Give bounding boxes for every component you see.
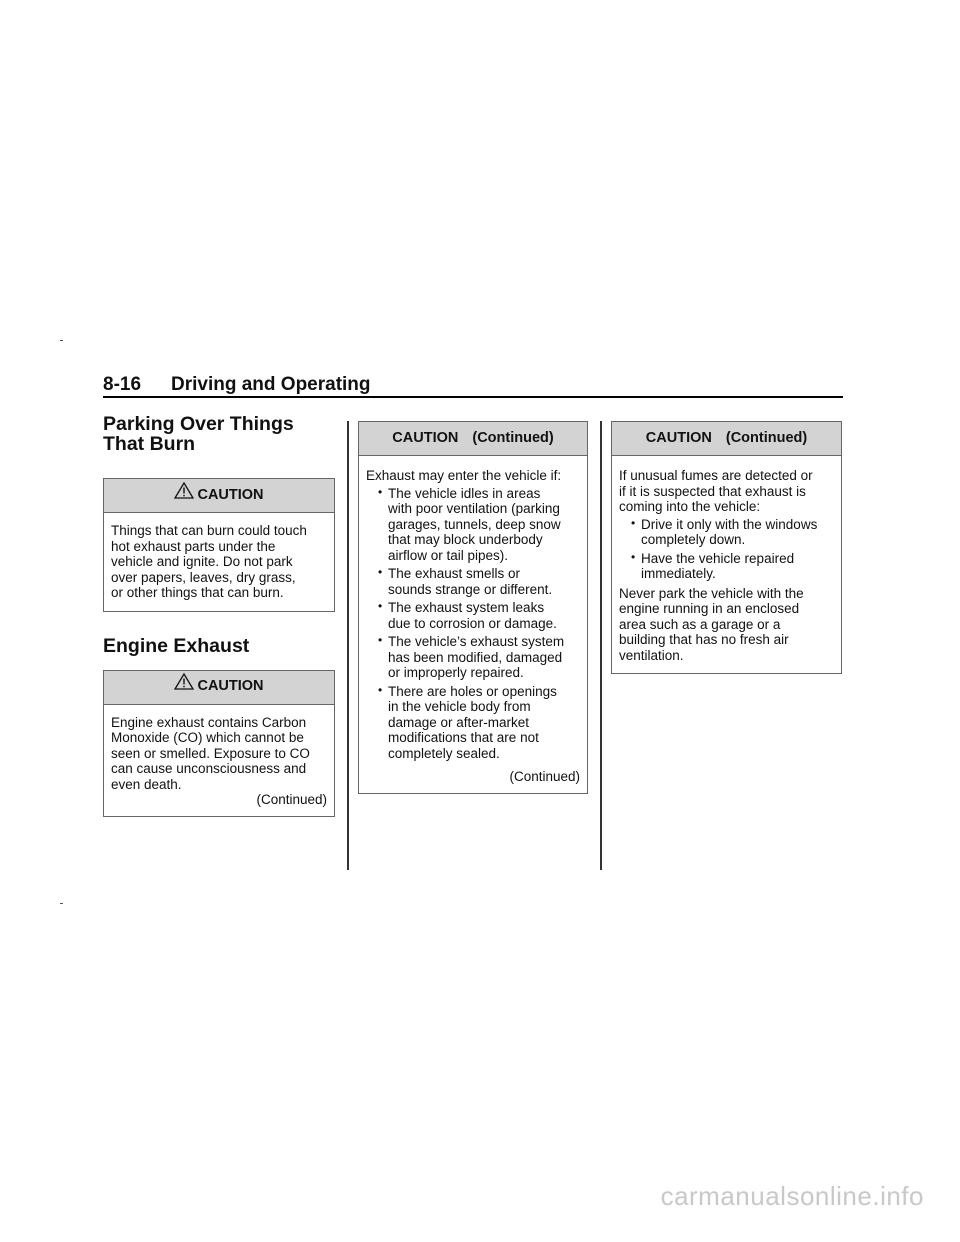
caution-label: CAUTION xyxy=(645,429,712,446)
list-item: • The exhaust smells or sounds strange or different. xyxy=(378,565,553,597)
section-title-line: That Burn xyxy=(103,433,196,455)
continued-label: (Continued) xyxy=(509,769,580,784)
section-title-exhaust: Engine Exhaust xyxy=(103,634,250,657)
bullet-icon: • xyxy=(378,484,383,499)
caution-continued-suffix: (Continued) xyxy=(472,429,554,446)
bullet-icon: • xyxy=(631,515,636,530)
caution-label: CAUTION xyxy=(197,486,264,503)
column-3 xyxy=(611,421,842,674)
caution-line: seen or smelled. Exposure to CO xyxy=(111,745,310,761)
warning-icon xyxy=(174,673,194,695)
page-number: 8-16 xyxy=(103,374,142,395)
column-1 xyxy=(103,414,335,817)
watermark: carmanualsonline.info xyxy=(660,1181,924,1211)
caution-bullet-list xyxy=(366,486,580,762)
crop-mark-bottom xyxy=(60,903,63,904)
crop-mark-top xyxy=(60,340,63,341)
caution-box-exhaust xyxy=(103,670,335,817)
column-2 xyxy=(358,421,588,794)
bullet-icon: • xyxy=(378,565,383,579)
caution-line: Engine exhaust contains Carbon xyxy=(111,714,307,730)
caution-line: hot exhaust parts under the xyxy=(111,538,276,554)
page-header xyxy=(103,374,843,398)
section-title-parking xyxy=(103,414,335,454)
bullet-icon: • xyxy=(378,682,383,697)
caution-line: Things that can burn could touch xyxy=(111,523,307,538)
warning-icon xyxy=(174,482,194,504)
caution-line: can cause unconsciousness and xyxy=(111,761,307,776)
list-item: • Have the vehicle repaired immediately. xyxy=(631,549,795,581)
caution-line: even death. xyxy=(111,776,182,792)
caution-body xyxy=(612,456,841,673)
list-item: • There are holes or openings in the vehicle body from damage or after-market modifications that are not completely sealed. xyxy=(378,682,557,761)
caution-continued-suffix: (Continued) xyxy=(725,429,808,446)
caution-label: CAUTION xyxy=(392,429,459,446)
caution-intro: If unusual fumes are detected or if it is suspected that exhaust is coming into the vehicle: xyxy=(619,468,813,514)
caution-intro: Exhaust may enter the vehicle if: xyxy=(366,468,562,483)
caution-body xyxy=(104,513,334,611)
caution-header xyxy=(104,479,334,513)
bullet-icon: • xyxy=(378,633,383,647)
caution-line: Monoxide (CO) which cannot be xyxy=(111,730,304,745)
list-item: • The exhaust system leaks due to corrosion or damage. xyxy=(378,599,557,631)
caution-line: or other things that can burn. xyxy=(111,585,284,600)
caution-body xyxy=(359,456,587,793)
bullet-icon: • xyxy=(631,549,636,564)
caution-bullet-list xyxy=(619,517,834,582)
caution-box-continued-2 xyxy=(611,421,842,674)
list-item: • The vehicle idles in areas with poor ventilation (parking garages, tunnels, deep snow that may block underbody airflow or tail pipes). xyxy=(378,484,561,563)
caution-box-parking xyxy=(103,478,335,612)
list-item: • Drive it only with the windows completely down. xyxy=(631,515,818,547)
continued-label: (Continued) xyxy=(256,792,327,807)
caution-line: over papers, leaves, dry grass, xyxy=(111,569,296,585)
caution-closing: Never park the vehicle with the engine running in an enclosed area such as a garage or a building that has no fresh air ventilation. xyxy=(619,585,804,663)
caution-body xyxy=(104,705,334,816)
list-item: • The vehicle’s exhaust system has been modified, damaged or improperly repaired. xyxy=(378,633,565,680)
caution-line: vehicle and ignite. Do not park xyxy=(111,554,293,569)
chapter-title: Driving and Operating xyxy=(171,374,371,395)
section-title-line: Parking Over Things xyxy=(103,413,294,435)
column-divider-1 xyxy=(347,421,349,870)
bullet-icon: • xyxy=(378,599,383,613)
caution-header xyxy=(359,422,587,456)
column-divider-2 xyxy=(600,421,602,870)
caution-header xyxy=(612,422,841,456)
caution-label: CAUTION xyxy=(197,678,264,695)
caution-box-continued-1 xyxy=(358,421,588,794)
caution-header xyxy=(104,671,334,705)
